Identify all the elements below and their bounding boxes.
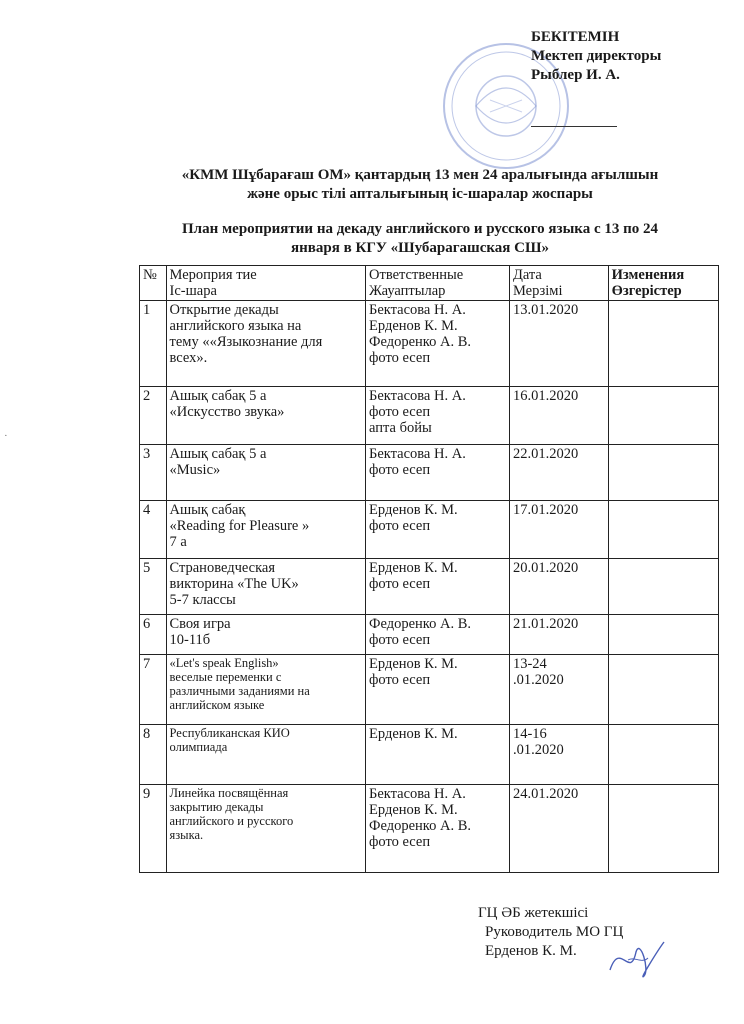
header-changes-kz: Өзгерістер bbox=[611, 283, 682, 299]
cell-event-line: 5-7 классы bbox=[169, 592, 236, 608]
cell-event bbox=[166, 559, 366, 615]
table-row bbox=[140, 655, 719, 725]
cell-event-line: Ашық сабақ bbox=[169, 502, 246, 518]
title-russian-line1: План мероприятии на декаду английского и русского языка с 13 по 24 bbox=[181, 221, 658, 237]
cell-event-line: Открытие декады bbox=[169, 302, 279, 318]
cell-date bbox=[509, 301, 608, 387]
cell-date bbox=[509, 501, 608, 559]
cell-responsible-line: фото есеп bbox=[369, 632, 431, 648]
header-date bbox=[509, 266, 608, 301]
cell-event-line: английском языке bbox=[169, 698, 265, 712]
cell-responsible-line: Бектасова Н. А. bbox=[369, 786, 466, 802]
cell-responsible-line: фото есеп bbox=[369, 518, 431, 534]
cell-date bbox=[509, 725, 608, 785]
cell-event-line: тему ««Языкознание для bbox=[169, 334, 323, 350]
header-responsible bbox=[366, 266, 510, 301]
cell-event-line: Ашық сабақ 5 а bbox=[169, 388, 267, 404]
cell-event-line: языка. bbox=[169, 828, 204, 842]
cell-event-line: Своя игра bbox=[169, 616, 231, 632]
cell-event-line: «Music» bbox=[169, 462, 221, 478]
cell-event bbox=[166, 387, 366, 445]
table-row bbox=[140, 445, 719, 501]
cell-changes bbox=[608, 559, 718, 615]
cell-event bbox=[166, 301, 366, 387]
cell-responsible-line: Федоренко А. В. bbox=[369, 818, 472, 834]
cell-responsible-line: Бектасова Н. А. bbox=[369, 302, 466, 318]
header-event bbox=[166, 266, 366, 301]
cell-changes bbox=[608, 387, 718, 445]
footer-role-ru: Руководитель МО ГЦ bbox=[485, 924, 624, 940]
cell-event-line: Ашық сабақ 5 а bbox=[169, 446, 267, 462]
approval-position: Мектеп директоры bbox=[531, 48, 662, 64]
cell-event bbox=[166, 501, 366, 559]
header-event-ru: Мероприя тие bbox=[169, 267, 257, 283]
cell-changes bbox=[608, 615, 718, 655]
cell-event bbox=[166, 615, 366, 655]
cell-date-line: 24.01.2020 bbox=[512, 786, 579, 802]
cell-date bbox=[509, 559, 608, 615]
cell-responsible-line: фото есеп bbox=[369, 834, 431, 850]
cell-event bbox=[166, 785, 366, 873]
cell-changes bbox=[608, 445, 718, 501]
cell-responsible-line: Ерденов К. М. bbox=[369, 726, 458, 742]
cell-date-line: 16.01.2020 bbox=[512, 388, 579, 404]
cell-event bbox=[166, 655, 366, 725]
cell-date bbox=[509, 615, 608, 655]
cell-number: 4 bbox=[140, 501, 167, 559]
cell-event-line: 7 а bbox=[169, 534, 187, 550]
cell-event-line: 10-11б bbox=[169, 632, 211, 648]
cell-responsible-line: Ерденов К. М. bbox=[369, 802, 458, 818]
cell-responsible-line: Ерденов К. М. bbox=[369, 502, 458, 518]
table-row bbox=[140, 785, 719, 873]
cell-responsible-line: Бектасова Н. А. bbox=[369, 446, 466, 462]
cell-event-line: «Let's speak English» bbox=[169, 656, 279, 670]
table-row bbox=[140, 725, 719, 785]
cell-responsible-line: фото есеп bbox=[369, 404, 431, 420]
title-kazakh bbox=[130, 166, 710, 204]
events-table bbox=[139, 265, 719, 873]
header-responsible-kz: Жауаптылар bbox=[369, 283, 446, 299]
cell-responsible bbox=[366, 655, 510, 725]
cell-responsible bbox=[366, 559, 510, 615]
cell-number: 8 bbox=[140, 725, 167, 785]
cell-event-line: английского и русского bbox=[169, 814, 294, 828]
table-row bbox=[140, 615, 719, 655]
cell-responsible-line: фото есеп bbox=[369, 350, 431, 366]
table-row bbox=[140, 559, 719, 615]
cell-responsible bbox=[366, 501, 510, 559]
title-kazakh-line2: және орыс тілі апталығының іс-шаралар жоспары bbox=[247, 186, 593, 202]
cell-event-line: олимпиада bbox=[169, 740, 228, 754]
cell-date-line: .01.2020 bbox=[512, 742, 564, 758]
approval-signature-line bbox=[531, 126, 617, 127]
cell-responsible-line: фото есеп bbox=[369, 462, 431, 478]
cell-event bbox=[166, 725, 366, 785]
cell-responsible bbox=[366, 615, 510, 655]
cell-number: 2 bbox=[140, 387, 167, 445]
cell-changes bbox=[608, 301, 718, 387]
cell-responsible bbox=[366, 785, 510, 873]
footer-name: Ерденов К. М. bbox=[485, 943, 577, 959]
cell-responsible-line: фото есеп bbox=[369, 576, 431, 592]
cell-changes bbox=[608, 501, 718, 559]
table-row bbox=[140, 501, 719, 559]
cell-event-line: викторина «The UK» bbox=[169, 576, 299, 592]
cell-date-line: 21.01.2020 bbox=[512, 616, 579, 632]
cell-responsible-line: Федоренко А. В. bbox=[369, 616, 472, 632]
cell-number: 3 bbox=[140, 445, 167, 501]
cell-responsible bbox=[366, 301, 510, 387]
scan-artifact: · bbox=[4, 430, 8, 442]
cell-responsible bbox=[366, 445, 510, 501]
cell-responsible-line: Ерденов К. М. bbox=[369, 318, 458, 334]
cell-date-line: 22.01.2020 bbox=[512, 446, 579, 462]
header-changes-ru: Изменения bbox=[611, 267, 685, 283]
cell-event-line: Страноведческая bbox=[169, 560, 276, 576]
cell-date-line: 17.01.2020 bbox=[512, 502, 579, 518]
cell-event-line: различными заданиями на bbox=[169, 684, 310, 698]
cell-responsible-line: Федоренко А. В. bbox=[369, 334, 472, 350]
cell-date-line: 20.01.2020 bbox=[512, 560, 579, 576]
title-russian-line2: января в КГУ «Шубарагашская СШ» bbox=[291, 240, 549, 256]
cell-number: 7 bbox=[140, 655, 167, 725]
approval-block bbox=[531, 28, 661, 85]
cell-changes bbox=[608, 785, 718, 873]
approval-name: Рыблер И. А. bbox=[531, 67, 620, 83]
header-responsible-ru: Ответственные bbox=[369, 267, 464, 283]
handwritten-signature-icon bbox=[600, 930, 670, 986]
cell-event-line: всех». bbox=[169, 350, 208, 366]
header-date-ru: Дата bbox=[512, 267, 542, 283]
cell-responsible-line: фото есеп bbox=[369, 672, 431, 688]
cell-event-line: «Искусство звука» bbox=[169, 404, 285, 420]
cell-changes bbox=[608, 655, 718, 725]
cell-event bbox=[166, 445, 366, 501]
cell-responsible bbox=[366, 725, 510, 785]
cell-changes bbox=[608, 725, 718, 785]
cell-event-line: веселые переменки с bbox=[169, 670, 282, 684]
header-date-kz: Мерзімі bbox=[512, 283, 563, 299]
table-header-row bbox=[140, 266, 719, 301]
table-row bbox=[140, 301, 719, 387]
cell-event-line: Линейка посвящённая bbox=[169, 786, 289, 800]
cell-date bbox=[509, 445, 608, 501]
title-russian bbox=[130, 220, 710, 258]
cell-responsible-line: Ерденов К. М. bbox=[369, 560, 458, 576]
header-event-kz: Іс-шара bbox=[169, 283, 217, 299]
cell-event-line: английского языка на bbox=[169, 318, 302, 334]
cell-date-line: 14-16 bbox=[512, 726, 547, 742]
cell-event-line: «Reading for Pleasure » bbox=[169, 518, 310, 534]
approval-title: БЕКІТЕМІН bbox=[531, 29, 620, 45]
cell-date bbox=[509, 785, 608, 873]
cell-responsible-line: апта бойы bbox=[369, 420, 432, 436]
cell-date-line: 13.01.2020 bbox=[512, 302, 579, 318]
cell-responsible-line: Ерденов К. М. bbox=[369, 656, 458, 672]
cell-date-line: .01.2020 bbox=[512, 672, 564, 688]
table-row bbox=[140, 387, 719, 445]
title-kazakh-line1: «КММ Шұбарағаш ОМ» қантардың 13 мен 24 аралығында ағылшын bbox=[181, 167, 659, 183]
cell-responsible bbox=[366, 387, 510, 445]
footer-role-kz: ГЦ ӘБ жетекшісі bbox=[478, 905, 589, 921]
cell-number: 9 bbox=[140, 785, 167, 873]
header-changes bbox=[608, 266, 718, 301]
cell-number: 6 bbox=[140, 615, 167, 655]
cell-date bbox=[509, 387, 608, 445]
header-number: № bbox=[140, 266, 167, 301]
cell-date-line: 13-24 bbox=[512, 656, 547, 672]
cell-responsible-line: Бектасова Н. А. bbox=[369, 388, 466, 404]
cell-number: 1 bbox=[140, 301, 167, 387]
cell-event-line: закрытию декады bbox=[169, 800, 264, 814]
cell-date bbox=[509, 655, 608, 725]
cell-event-line: Республиканская КИО bbox=[169, 726, 290, 740]
cell-number: 5 bbox=[140, 559, 167, 615]
